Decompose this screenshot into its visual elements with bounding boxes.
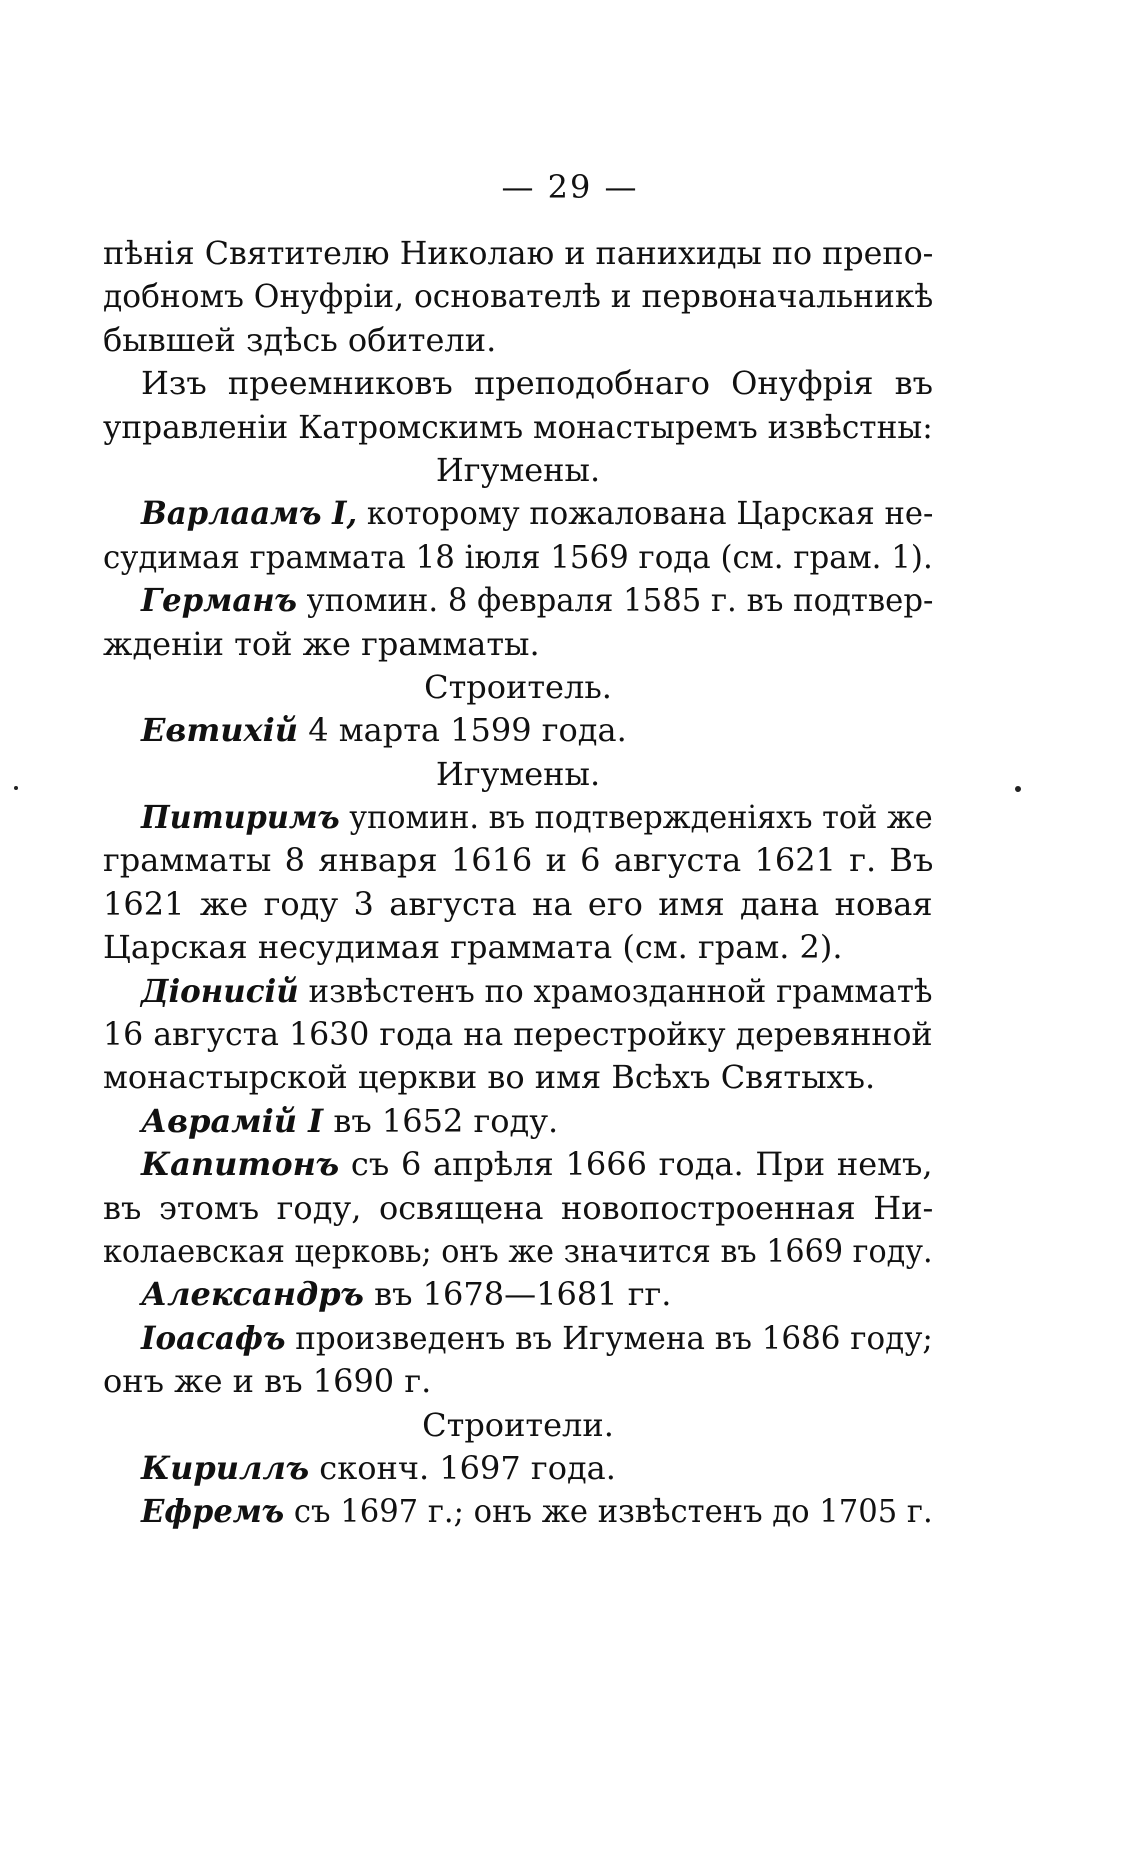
page-number: — 29 — [501,168,639,206]
person-name: Ефремъ [141,1492,285,1531]
text-line: Ефремъ съ 1697 г.; онъ же извѣстенъ до 1705 г. [141,1492,933,1531]
section-heading: Строитель. [424,667,612,706]
text-line: Евтихій 4 марта 1599 года. [141,711,627,750]
person-name: Кириллъ [141,1448,310,1487]
person-name: Аврамій I [141,1101,324,1140]
text-line: Питиримъ упомин. въ подтвержденіяхъ той же [141,798,933,837]
text-line: Александръ въ 1678—1681 гг. [141,1275,672,1314]
text-block [103,232,933,1534]
text-line: судимая граммата 18 іюля 1569 года (см. грам. 1). [103,537,933,576]
text-line: 1621 же году 3 августа на его имя дана новая [103,884,933,923]
person-name: Діонисій [141,971,299,1010]
person-name: Капитонъ [141,1145,340,1184]
text-line: колаевская церковь; онъ же значится въ 1669 году. [103,1231,933,1270]
person-name: Питиримъ [141,798,340,837]
section-heading: Игумены. [435,754,601,793]
person-name: Евтихій [141,711,299,750]
print-speck [1015,786,1021,792]
text-line: въ этомъ году, освящена новопостроенная Ни- [103,1188,934,1227]
text-line: Діонисій извѣстенъ по храмозданной грамматѣ [141,971,933,1010]
text-line: Аврамій I въ 1652 году. [141,1101,559,1140]
text-line: 16 августа 1630 года на перестройку деревянной [103,1015,933,1054]
print-speck [14,786,18,790]
text-line: Кириллъ сконч. 1697 года. [141,1448,616,1487]
text-line: Варлаамъ I, которому пожалована Царская не- [141,494,934,533]
text-line: Капитонъ съ 6 апрѣля 1666 года. При немъ, [141,1145,933,1184]
person-name: Варлаамъ I, [141,494,358,533]
text-line: Германъ упомин. 8 февраля 1585 г. въ подтвер- [141,581,934,620]
text-line: Изъ преемниковъ преподобнаго Онуфрія въ [141,364,934,403]
text-line: жденіи той же грамматы. [103,624,540,663]
person-name: Германъ [141,581,297,620]
text-line: Царская несудимая граммата (см. грам. 2). [103,928,843,967]
text-line: грамматы 8 января 1616 и 6 августа 1621 г. Въ [103,841,934,880]
text-line: управленіи Катромскимъ монастыремъ извѣстны: [103,407,933,446]
text-line: добномъ Онуфріи, основателѣ и первоначальникѣ [103,277,934,316]
text-line: пѣнія Святителю Николаю и панихиды по препо- [103,234,934,272]
section-heading: Игумены. [435,450,601,489]
text-line: Іоасафъ произведенъ въ Игумена въ 1686 году; [141,1318,933,1357]
section-heading: Строители. [422,1405,614,1444]
person-name: Іоасафъ [141,1318,286,1357]
text-line: монастырской церкви во имя Всѣхъ Святыхъ. [103,1058,876,1097]
text-line: бывшей здѣсь обители. [103,320,497,359]
text-line: онъ же и въ 1690 г. [103,1362,432,1401]
person-name: Александръ [141,1275,364,1314]
